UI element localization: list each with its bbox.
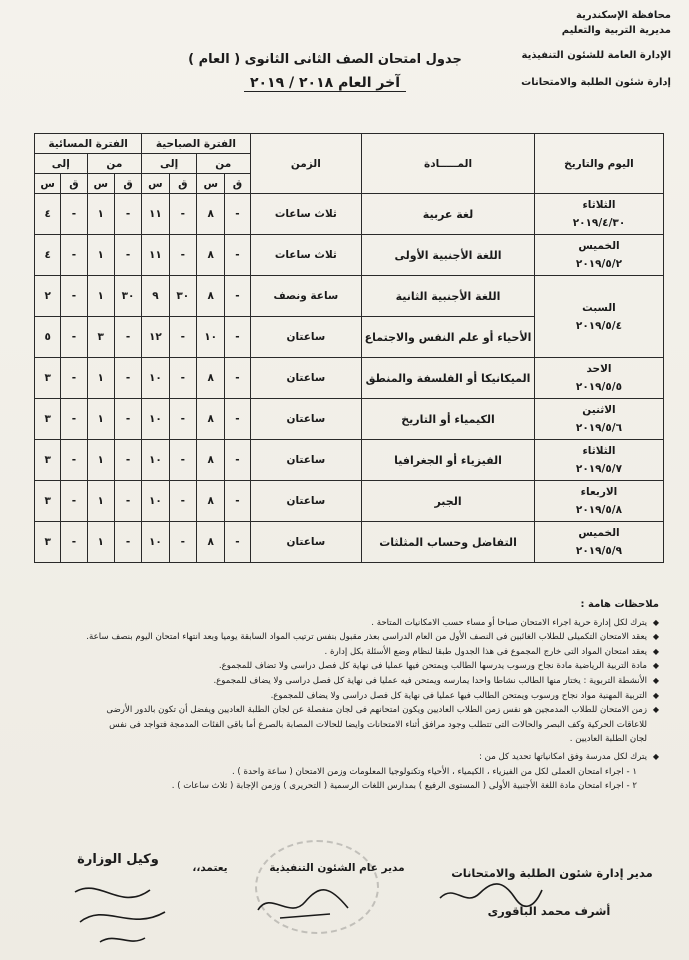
note-text: التربية المهنية مواد نجاح ورسوب ويمتحن الطالب فيها عمليا فى نهاية كل فصل دراسى ولا يضاف للمجموع. — [270, 690, 647, 701]
approved-label: يعتمد،، — [192, 862, 228, 874]
time-cell: - — [169, 358, 196, 399]
header-morning: الفترة الصباحية — [142, 134, 250, 154]
time-cell: - — [114, 194, 141, 235]
time-cell: - — [114, 399, 141, 440]
title-block — [160, 52, 490, 91]
time-cell: - — [225, 276, 250, 317]
day-name: الاربعاء — [580, 486, 618, 498]
time-cell: ١٠ — [142, 440, 169, 481]
exam-date: ٢٠١٩/٥/٢ — [575, 258, 623, 270]
table-row — [35, 522, 664, 563]
note-item — [34, 616, 659, 631]
header-evening-from: من — [87, 154, 142, 174]
time-cell: ٣ — [35, 399, 61, 440]
note-item — [34, 630, 659, 645]
note-item — [34, 674, 659, 689]
day-name: الاثنين — [582, 404, 616, 416]
time-cell: - — [225, 194, 250, 235]
time-cell: - — [61, 276, 87, 317]
time-cell: ٣ — [35, 440, 61, 481]
bullet-icon: ◆ — [652, 690, 659, 700]
time-cell: ١٢ — [142, 317, 169, 358]
time-cell: ٨ — [196, 399, 224, 440]
time-cell: - — [61, 317, 87, 358]
time-cell: - — [114, 317, 141, 358]
table-row — [35, 399, 664, 440]
note-text: زمن الامتحان للطلاب المدمجين هو نفس زمن الطلاب العاديين ويكون امتحانهم فى لجان منفصلة عن لجان الطلبة العاديين ويفضل أن تكون بالدور الأرضى — [106, 705, 647, 716]
day-name: الاحد — [586, 363, 612, 375]
subject-cell: التفاضل وحساب المثلثات — [362, 522, 535, 563]
time-cell: ٨ — [196, 440, 224, 481]
time-cell: ٣٠ — [114, 276, 141, 317]
subject-cell: الكيمياء أو التاريخ — [362, 399, 535, 440]
time-cell: - — [169, 481, 196, 522]
exam-date: ٢٠١٩/٤/٣٠ — [572, 217, 626, 229]
exam-schedule-table — [34, 133, 664, 563]
time-cell: - — [61, 235, 87, 276]
header-morning-from: من — [196, 154, 250, 174]
subject-cell: لغة عربية — [362, 194, 535, 235]
governorate-line: محافظة الإسكندرية — [576, 10, 671, 21]
note-text: الأنشطة التربوية : يختار منها الطالب نشاطا واحدا يمارسه ويمتحن فيه عمليا فى نهاية كل فصل دراسى ولا يضاف للمجموع. — [213, 675, 647, 686]
day-date-cell — [534, 276, 663, 358]
general-admin-line: الإدارة العامة للشئون التنفيذية — [521, 50, 671, 61]
note-text: يترك لكل إدارة حرية اجراء الامتحان صباحا أو مساء حسب الامكانيات المتاحة . — [371, 617, 647, 628]
note-sub-item: ٢ - اجراء امتحان مادة اللغة الأجنبية الأولى ( المستوى الرفيع ) بمدارس اللغات الرسمية ( التحريرى ) وزمن الإجابة ( ثلاث ساعات ) . — [171, 781, 637, 792]
time-cell: - — [61, 399, 87, 440]
day-date-cell — [534, 358, 663, 399]
subject-cell: الميكانيكا أو الفلسفة والمنطق — [362, 358, 535, 399]
time-cell: ١ — [87, 235, 114, 276]
exam-date: ٢٠١٩/٥/٧ — [575, 463, 623, 475]
time-cell: - — [169, 317, 196, 358]
note-item — [34, 645, 659, 660]
duration-cell: ساعتان — [250, 522, 362, 563]
subject-cell: اللغة الأجنبية الثانية — [362, 276, 535, 317]
table-row — [35, 481, 664, 522]
header-q: ق — [114, 174, 141, 194]
time-cell: - — [169, 522, 196, 563]
time-cell: ٨ — [196, 358, 224, 399]
time-cell: ٣ — [35, 522, 61, 563]
time-cell: ١ — [87, 399, 114, 440]
deputy-signature — [60, 872, 180, 952]
duration-cell: ساعتان — [250, 399, 362, 440]
bullet-icon: ◆ — [652, 661, 659, 671]
exam-date: ٢٠١٩/٥/٤ — [575, 319, 623, 332]
duration-cell: ساعتان — [250, 481, 362, 522]
header-s: س — [35, 174, 61, 194]
time-cell: ٥ — [35, 317, 61, 358]
exam-date: ٢٠١٩/٥/٦ — [575, 422, 623, 434]
note-item — [34, 689, 659, 704]
time-cell: - — [61, 440, 87, 481]
time-cell: - — [225, 440, 250, 481]
ministry-header — [521, 8, 671, 90]
note-item — [34, 659, 659, 674]
duration-cell: ساعتان — [250, 440, 362, 481]
note-continuation: لجان الطلبة العاديين . — [569, 734, 647, 745]
time-cell: - — [225, 317, 250, 358]
time-cell: ٤ — [35, 194, 61, 235]
note-sub-item: ١ - اجراء امتحان العملى لكل من الفيزياء ، الكيمياء ، الأحياء وتكنولوجيا المعلومات وزمن الامتحان ( ساعة واحدة ) . — [231, 766, 637, 777]
director-name: أشرف محمد الباقورى — [487, 904, 611, 918]
bullet-icon: ◆ — [652, 705, 659, 715]
subject-cell: الجبر — [362, 481, 535, 522]
time-cell: ٣ — [87, 317, 114, 358]
header-duration: الزمن — [250, 134, 362, 194]
day-date-cell — [534, 399, 663, 440]
time-cell: ١١ — [142, 235, 169, 276]
table-row — [35, 276, 664, 317]
header-q: ق — [169, 174, 196, 194]
header-s: س — [87, 174, 114, 194]
header-evening-to: إلى — [35, 154, 88, 174]
bullet-icon: ◆ — [652, 646, 659, 656]
time-cell: ١ — [87, 276, 114, 317]
note-text: يعقد امتحان المواد التى خارج المجموع فى هذا الجدول طبقا لنظام وضع الأسئلة بكل إدارة . — [324, 646, 647, 657]
director-title: مدير إدارة شئون الطلبة والامتحانات — [451, 866, 653, 880]
note-text: يعقد الامتحان التكميلى للطلاب الغائبين فى النصف الأول من العام الدراسى بعذر مقبول بنفس ترتيب المواد السابقة يوميا وبعد انتهاء امتحان اليوم بنصف ساعة. — [86, 632, 647, 643]
time-cell: ٨ — [196, 235, 224, 276]
table-row — [35, 235, 664, 276]
duration-cell: ساعتان — [250, 317, 362, 358]
time-cell: - — [61, 358, 87, 399]
director-signature — [430, 878, 550, 914]
page-subtitle: آخر العام ٢٠١٨ / ٢٠١٩ — [244, 75, 406, 92]
header-subject: المـــــادة — [362, 134, 535, 194]
day-date-cell — [534, 522, 663, 563]
time-cell: ٨ — [196, 194, 224, 235]
exam-date: ٢٠١٩/٥/٥ — [575, 381, 623, 393]
header-q: ق — [61, 174, 87, 194]
time-cell: - — [169, 235, 196, 276]
time-cell: ٢ — [35, 276, 61, 317]
subject-cell: اللغة الأجنبية الأولى — [362, 235, 535, 276]
day-name: الثلاثاء — [582, 199, 616, 211]
header-day-date: اليوم والتاريخ — [534, 134, 663, 194]
time-cell: ٩ — [142, 276, 169, 317]
header-s: س — [142, 174, 169, 194]
header-q: ق — [225, 174, 250, 194]
day-date-cell — [534, 194, 663, 235]
subject-cell: الأحياء أو علم النفس والاجتماع — [362, 317, 535, 358]
time-cell: - — [169, 399, 196, 440]
time-cell: - — [61, 194, 87, 235]
time-cell: - — [225, 522, 250, 563]
note-item — [34, 703, 659, 718]
table-row — [35, 194, 664, 235]
exam-date: ٢٠١٩/٥/٩ — [575, 545, 623, 557]
header-s: س — [196, 174, 224, 194]
time-cell: ١ — [87, 481, 114, 522]
time-cell: - — [225, 235, 250, 276]
time-cell: ١٠ — [142, 481, 169, 522]
notes-section — [34, 598, 659, 794]
table-row — [35, 440, 664, 481]
day-name: الخميس — [578, 527, 620, 539]
page-title: جدول امتحان الصف الثانى الثانوى ( العام ) — [188, 52, 462, 67]
time-cell: ٣ — [35, 481, 61, 522]
time-cell: ٨ — [196, 522, 224, 563]
time-cell: - — [61, 522, 87, 563]
exam-date: ٢٠١٩/٥/٨ — [575, 504, 623, 516]
subject-cell: الفيزياء أو الجغرافيا — [362, 440, 535, 481]
time-cell: ١٠ — [142, 358, 169, 399]
deputy-title: وكيل الوزارة — [77, 852, 159, 867]
notes-heading: ملاحظات هامة : — [580, 599, 659, 610]
day-date-cell — [534, 440, 663, 481]
duration-cell: ساعتان — [250, 358, 362, 399]
gm-title: مدير عام الشئون التنفيذية — [269, 862, 405, 874]
time-cell: ٤ — [35, 235, 61, 276]
time-cell: - — [225, 399, 250, 440]
time-cell: ٣٠ — [169, 276, 196, 317]
time-cell: ١ — [87, 194, 114, 235]
bullet-icon: ◆ — [652, 632, 659, 642]
time-cell: - — [114, 358, 141, 399]
bullet-icon: ◆ — [652, 617, 659, 627]
time-cell: - — [225, 481, 250, 522]
day-date-cell — [534, 481, 663, 522]
time-cell: ١١ — [142, 194, 169, 235]
note-continuation: للاعاقات الحركية وكف البصر والحالات التى تتطلب وجود مرافق أثناء الامتحانات وايضا للحالات المصابة بالصرع أما باقى الفئات المدمجة فتواجد فى نفس — [109, 719, 647, 730]
time-cell: ١٠ — [142, 522, 169, 563]
time-cell: - — [225, 358, 250, 399]
note-item — [34, 750, 659, 765]
directorate-line: مديرية التربية والتعليم — [561, 25, 671, 36]
time-cell: - — [114, 522, 141, 563]
duration-cell: ثلاث ساعات — [250, 235, 362, 276]
header-morning-to: إلى — [142, 154, 197, 174]
time-cell: ١ — [87, 358, 114, 399]
day-name: الخميس — [578, 240, 620, 252]
time-cell: ١٠ — [142, 399, 169, 440]
header-evening: الفترة المسائية — [35, 134, 142, 154]
time-cell: ١ — [87, 522, 114, 563]
day-date-cell — [534, 235, 663, 276]
time-cell: - — [169, 194, 196, 235]
day-name: السبت — [582, 301, 616, 314]
time-cell: ١ — [87, 440, 114, 481]
time-cell: - — [114, 235, 141, 276]
time-cell: ٨ — [196, 481, 224, 522]
time-cell: - — [114, 481, 141, 522]
day-name: الثلاثاء — [582, 445, 616, 457]
time-cell: - — [61, 481, 87, 522]
time-cell: ٣ — [35, 358, 61, 399]
bullet-icon: ◆ — [652, 675, 659, 685]
bullet-icon: ◆ — [652, 751, 659, 761]
exams-admin-line: إدارة شئون الطلبة والامتحانات — [521, 77, 671, 88]
time-cell: ٨ — [196, 276, 224, 317]
table-row — [35, 358, 664, 399]
note-text: مادة التربية الرياضية مادة نجاح ورسوب يدرسها الطالب ويمتحن فيها عمليا فى نهاية كل فصل دراسى ولا تضاف للمجموع. — [218, 661, 647, 672]
time-cell: - — [169, 440, 196, 481]
time-cell: - — [114, 440, 141, 481]
time-cell: ١٠ — [196, 317, 224, 358]
duration-cell: ساعة ونصف — [250, 276, 362, 317]
duration-cell: ثلاث ساعات — [250, 194, 362, 235]
note-text: يترك لكل مدرسة وفق امكانياتها تحديد كل من : — [479, 751, 647, 762]
gm-signature — [250, 880, 360, 930]
